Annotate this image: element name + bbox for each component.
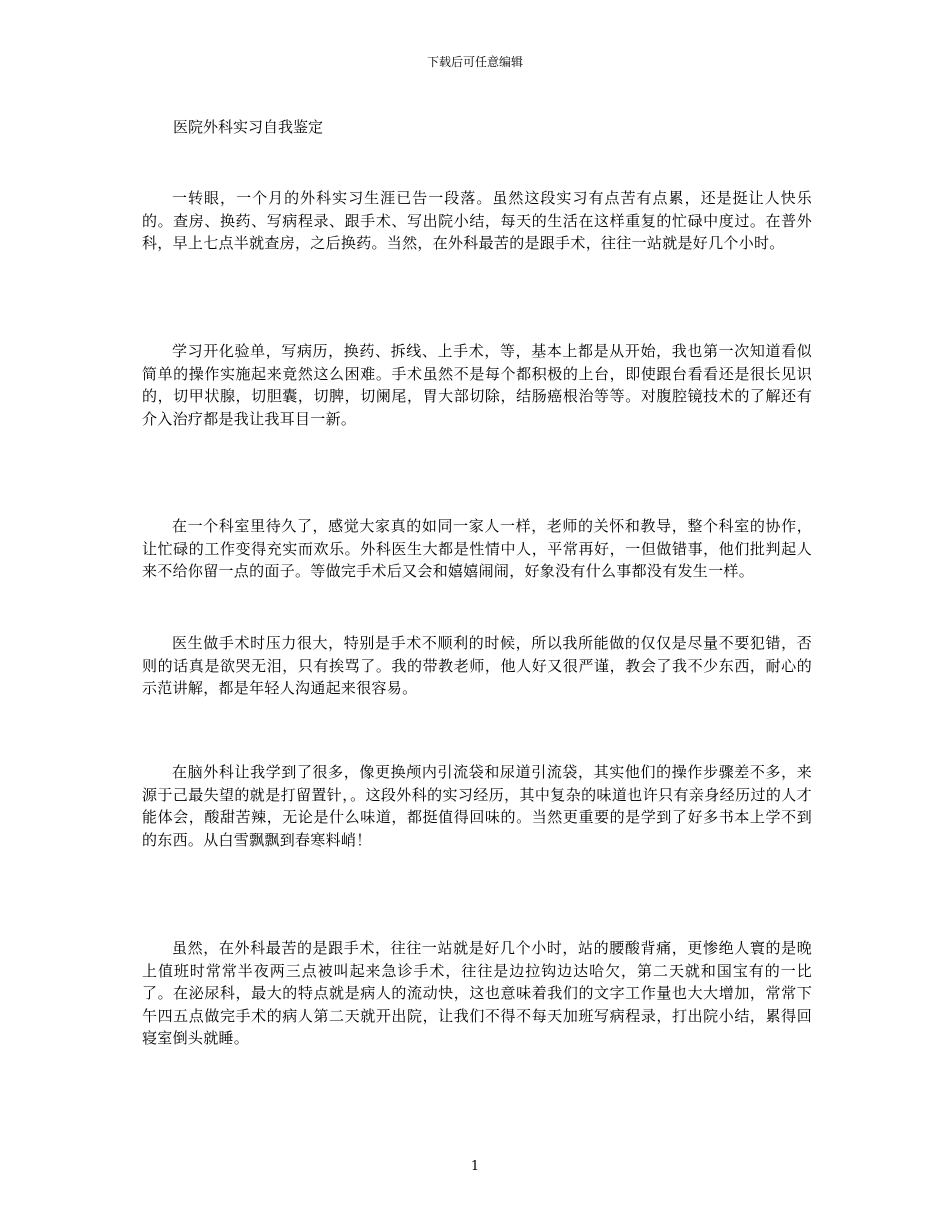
paragraph-6: 虽然，在外科最苦的是跟手术，往往一站就是好几个小时，站的腰酸背痛，更惨绝人寰的是晚上值班时常常半夜两三点被叫起来急诊手术，往往是边拉钩边达哈欠，第二天就和国宝有的一比了。在泌尿科，最大的特点就是病人的流动快，这也意味着我们的文字工作量也大大增加，常常下午四五点做完手术的病人第二天就开出院，让我们不得不每天加班写病程录，打出院小结，累得回寝室倒头就睡。: [142, 939, 812, 1047]
header-note: 下载后可任意编辑: [426, 55, 523, 69]
paragraph-3: 在一个科室里待久了，感觉大家真的如同一家人一样，老师的关怀和教导，整个科室的协作，让忙碌的工作变得充实而欢乐。外科医生大都是性情中人，平常再好，一但做错事，他们批判起人来不给你留一点的面子。等做完手术后又会和嬉嬉闹闹，好象没有什么事都没有发生一样。: [142, 517, 812, 580]
paragraph-4: 医生做手术时压力很大，特别是手术不顺利的时候，所以我所能做的仅仅是尽量不要犯错，否则的话真是欲哭无泪，只有挨骂了。我的带教老师，他人好又很严谨，教会了我不少东西，耐心的示范讲解，都是年轻人沟通起来很容易。: [142, 634, 812, 697]
document-title: 医院外科实习自我鉴定: [173, 118, 324, 136]
paragraph-1: 一转眼，一个月的外科实习生涯已告一段落。虽然这段实习有点苦有点累，还是挺让人快乐的。查房、换药、写病程录、跟手术、写出院小结，每天的生活在这样重复的忙碌中度过。在普外科，早上七点半就查房，之后换药。当然，在外科最苦的是跟手术，往往一站就是好几个小时。: [142, 189, 812, 252]
paragraph-5: 在脑外科让我学到了很多，像更换颅内引流袋和尿道引流袋，其实他们的操作步骤差不多，来源于己最失望的就是打留置针，。这段外科的实习经历，其中复杂的味道也许只有亲身经历过的人才能体会，酸甜苦辣，无论是什么味道，都挺值得回味的。当然更重要的是学到了好多书本上学不到的东西。从白雪飘飘到春寒料峭！: [142, 763, 812, 849]
page-number: 1: [470, 1159, 480, 1174]
paragraph-2: 学习开化验单，写病历，换药、拆线、上手术，等，基本上都是从开始，我也第一次知道看似简单的操作实施起来竟然这么困难。手术虽然不是每个都积极的上台，即使跟台看看还是很长见识的，切甲状腺，切胆囊，切脾，切阑尾，胃大部切除，结肠癌根治等等。对腹腔镜技术的了解还有介入治疗都是我让我耳目一新。: [142, 342, 812, 428]
